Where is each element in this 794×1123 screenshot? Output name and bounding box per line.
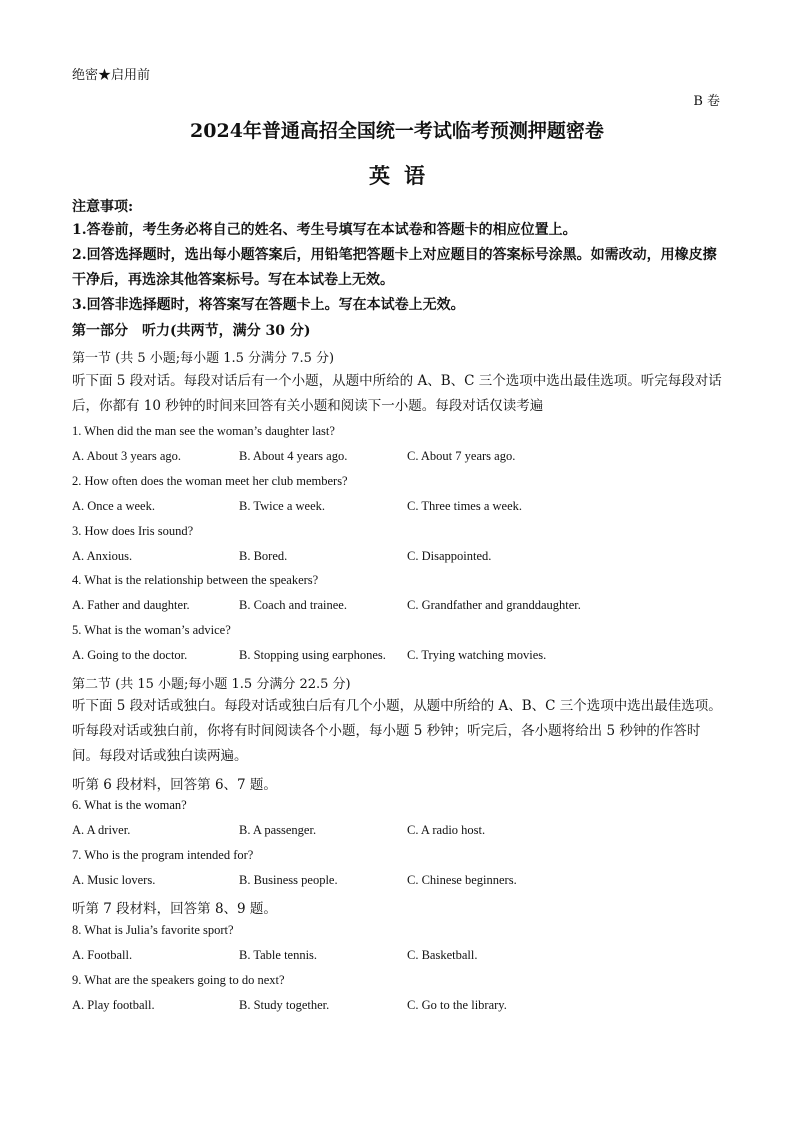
subject-title: 英语 xyxy=(369,163,439,188)
question-4: 4. What is the relationship between the speakers? xyxy=(72,573,319,587)
option-a: A. Going to the doctor. xyxy=(72,648,188,662)
section-one-title: 第一节 (共 5 小题;每小题 1.5 分满分 7.5 分) xyxy=(72,351,335,366)
option-b: B. Table tennis. xyxy=(239,948,318,962)
option-a: A. A driver. xyxy=(72,823,131,837)
question-7: 7. Who is the program intended for? xyxy=(72,848,254,862)
question-6: 6. What is the woman? xyxy=(72,798,187,812)
option-c: C. About 7 years ago. xyxy=(407,449,516,463)
option-a: A. Music lovers. xyxy=(72,873,156,887)
paper-version: B 卷 xyxy=(693,94,720,109)
question-2: 2. How often does the woman meet her club members? xyxy=(72,474,348,488)
option-b: B. Study together. xyxy=(239,998,330,1012)
option-c: C. Three times a week. xyxy=(407,499,523,513)
option-b: B. Business people. xyxy=(239,873,338,887)
option-c: C. Disappointed. xyxy=(407,549,492,563)
option-c: C. Basketball. xyxy=(407,948,478,962)
option-c: C. Chinese beginners. xyxy=(407,873,517,887)
question-8: 8. What is Julia’s favorite sport? xyxy=(72,923,234,937)
option-c: C. Grandfather and granddaughter. xyxy=(407,598,581,612)
option-a: A. Anxious. xyxy=(72,549,133,563)
option-a: A. Father and daughter. xyxy=(72,598,190,612)
material-7-instruction: 听第 7 段材料，回答第 8、9 题。 xyxy=(72,901,277,917)
section-one-instructions: 听下面 5 段对话。每段对话后有一个小题，从题中所给的 A、B、C 三个选项中选出最佳选项。听完每段对话后，你都有 10 秒钟的时间来回答有关小题和阅读下一小题。每段对话仅读考遍 xyxy=(72,373,722,414)
section-two-title: 第二节 (共 15 小题;每小题 1.5 分满分 22.5 分) xyxy=(72,677,351,692)
option-b: B. Twice a week. xyxy=(239,499,326,513)
confidential-label: 绝密★启用前 xyxy=(72,68,151,83)
option-b: B. A passenger. xyxy=(239,823,317,837)
material-6-instruction: 听第 6 段材料，回答第 6、7 题。 xyxy=(72,777,277,793)
option-a: A. Football. xyxy=(72,948,133,962)
question-3: 3. How does Iris sound? xyxy=(72,524,194,538)
option-b: B. Coach and trainee. xyxy=(239,598,347,612)
notice-item-3: 3.回答非选择题时，将答案写在答题卡上。写在本试卷上无效。 xyxy=(72,297,465,313)
notice-item-2: 2.回答选择题时，选出每小题答案后，用铅笔把答题卡上对应题目的答案标号涂黑。如需改动，用橡皮擦干净后，再选涂其他答案标号。写在本试卷上无效。 xyxy=(72,247,717,288)
question-1: 1. When did the man see the woman’s daughter last? xyxy=(72,424,335,438)
option-b: B. About 4 years ago. xyxy=(239,449,348,463)
notice-heading: 注意事项: xyxy=(72,199,134,215)
option-b: B. Bored. xyxy=(239,549,288,563)
option-a: A. Play football. xyxy=(72,998,155,1012)
question-9: 9. What are the speakers going to do next? xyxy=(72,973,285,987)
option-c: C. Trying watching movies. xyxy=(407,648,547,662)
option-a: A. Once a week. xyxy=(72,499,155,513)
exam-title: 2024年普通高招全国统一考试临考预测押题密卷 xyxy=(190,120,604,142)
part-one-title: 第一部分 听力(共两节，满分 30 分) xyxy=(72,323,311,339)
option-a: A. About 3 years ago. xyxy=(72,449,182,463)
option-c: C. Go to the library. xyxy=(407,998,507,1012)
option-b: B. Stopping using earphones. xyxy=(239,648,386,662)
notice-item-1: 1.答卷前，考生务必将自己的姓名、考生号填写在本试卷和答题卡的相应位置上。 xyxy=(72,222,577,238)
section-two-instructions: 听下面 5 段对话或独白。每段对话或独白后有几个小题，从题中所给的 A、B、C 三个选项中选出最佳选项。听每段对话或独白前，你将有时间阅读各个小题，每小题 5 秒钟；听完后，各小题将给出 5 秒钟的作答时间。每段对话或独白读两遍。 xyxy=(72,698,722,764)
option-c: C. A radio host. xyxy=(407,823,486,837)
question-5: 5. What is the woman’s advice? xyxy=(72,623,231,637)
